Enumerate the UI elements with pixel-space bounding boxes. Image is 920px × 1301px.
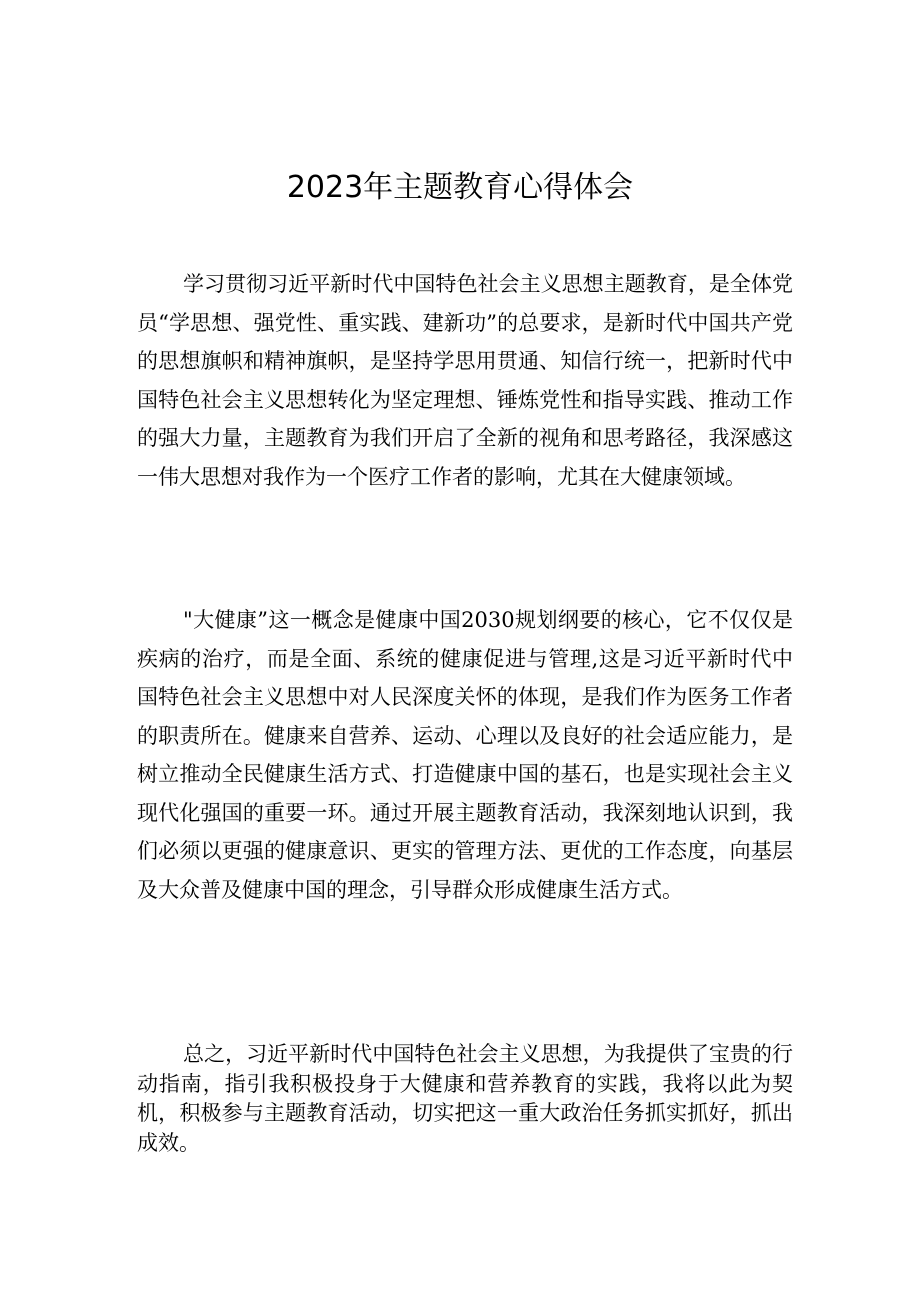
paragraph-2: "大健康”这一概念是健康中国2030规划纲要的核心，它不仅仅是疾病的治疗，而是全面、系统的健康促进与管理,这是习近平新时代中国特色社会主义思想中对人民深度关怀的体现，是我们作为医务工作者的职责所在。健康来自营养、运动、心理以及良好的社会适应能力，是树立推动全民健康生活方式、打造健康中国的基石，也是实现社会主义现代化强国的重要一环。通过开展主题教育活动，我深刻地认识到，我们必须以更强的健康意识、更实的管理方法、更优的工作态度，向基层及大众普及健康中国的理念，引导群众形成健康生活方式。	[137, 608, 793, 902]
paragraph-1: 学习贯彻习近平新时代中国特色社会主义思想主题教育，是全体党员“学思想、强党性、重实践、建新功”的总要求，是新时代中国共产党的思想旗帜和精神旗帜，是坚持学思用贯通、知信行统一，把新时代中国特色社会主义思想转化为坚定理想、锤炼党性和指导实践、推动工作的强大力量，主题教育为我们开启了全新的视角和思考路径，我深感这一伟大思想对我作为一个医疗工作者的影响，尤其在大健康领域。	[137, 272, 793, 489]
paragraph-3: 总之，习近平新时代中国特色社会主义思想，为我提供了宝贵的行动指南，指引我积极投身于大健康和营养教育的实践，我将以此为契机，积极参与主题教育活动，切实把这一重大政治任务抓实抓好，抓出成效。	[137, 1042, 793, 1155]
document-title: 2023年主题教育心得体会	[286, 170, 634, 205]
